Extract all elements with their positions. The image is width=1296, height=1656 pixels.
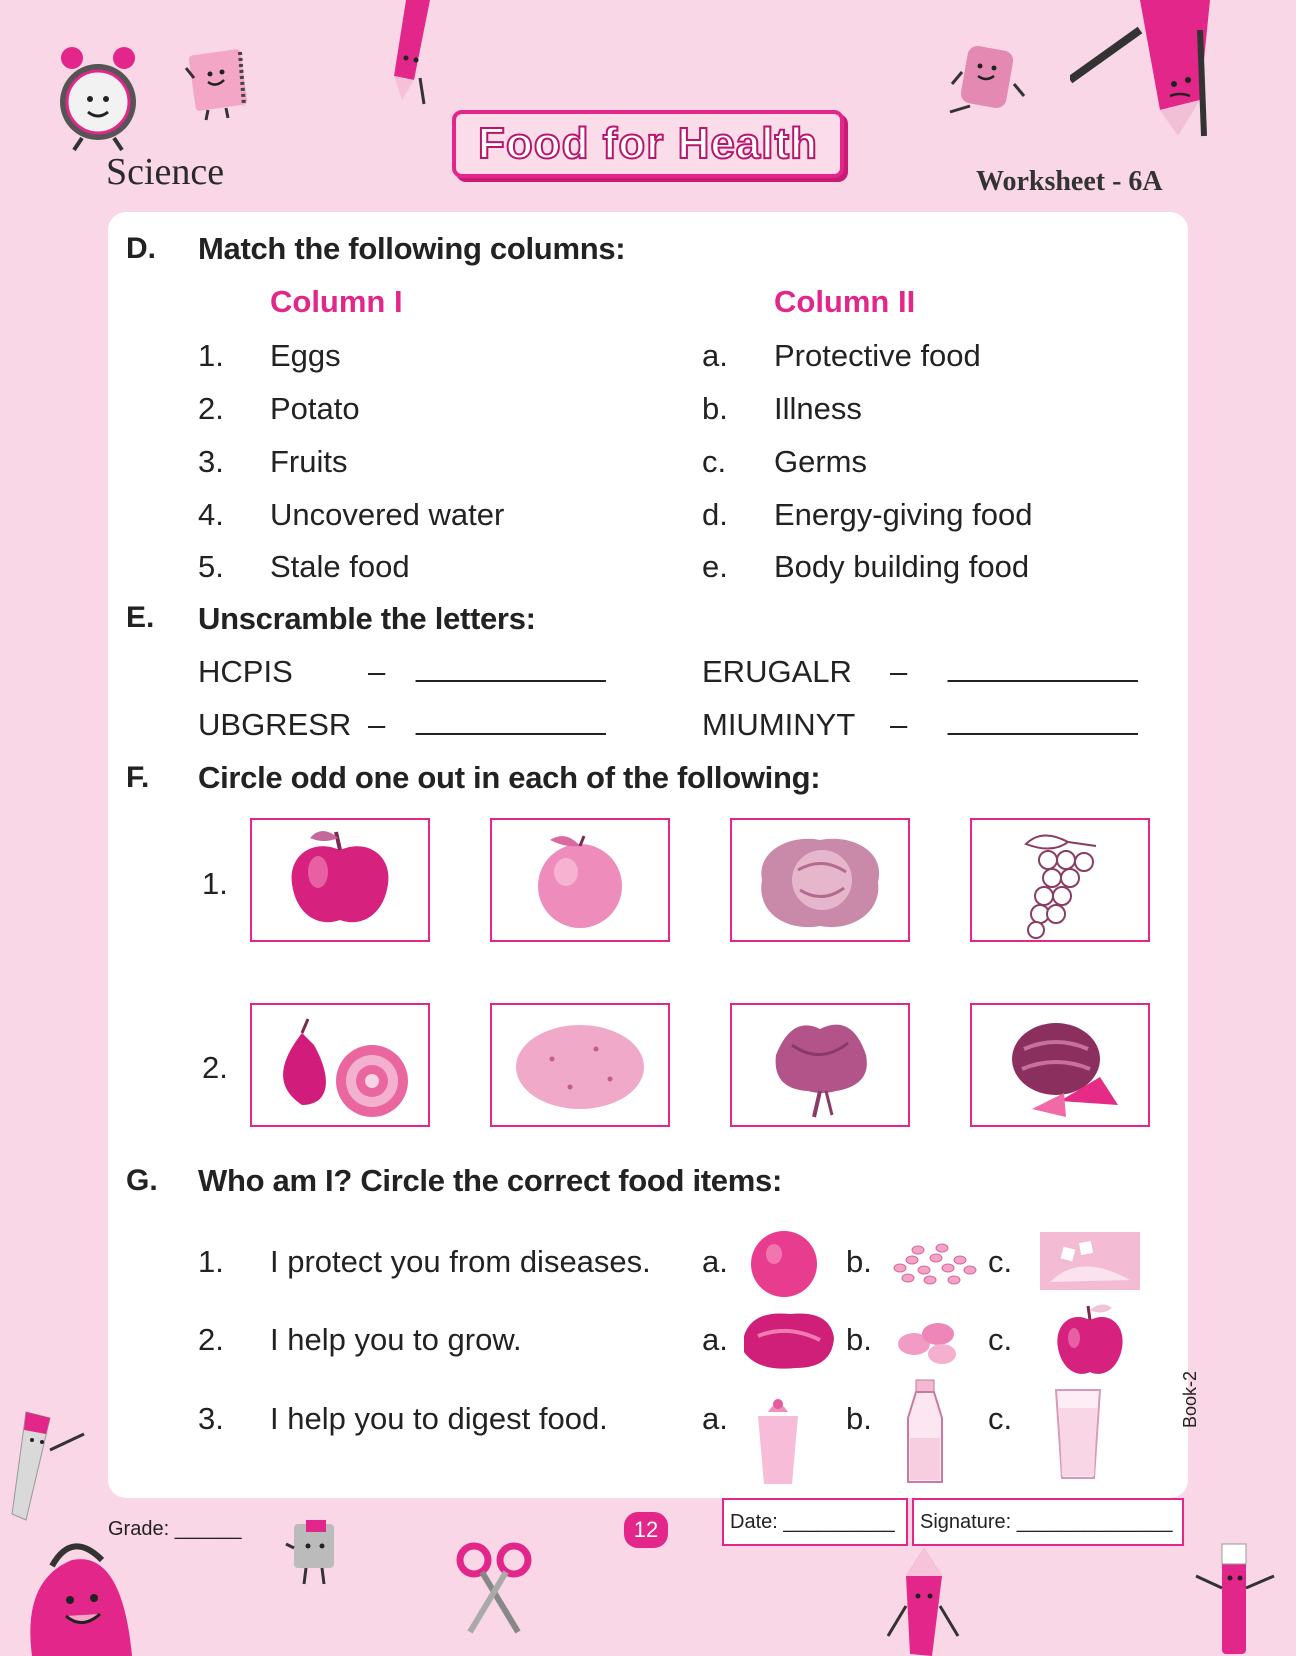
option-meat-icon[interactable] [738, 1306, 838, 1374]
eraser-character-icon [944, 44, 1030, 120]
match-option-letter: c. [702, 444, 727, 479]
dash: – [890, 707, 908, 742]
question-text: I protect you from diseases. [270, 1244, 651, 1279]
match-option-letter: b. [702, 391, 728, 426]
marker-character-icon [1190, 1536, 1280, 1656]
match-item: Uncovered water [270, 497, 505, 532]
notebook-character-icon [178, 46, 256, 122]
date-label: Date: __________ [730, 1510, 895, 1533]
option-grains-icon[interactable] [884, 1236, 984, 1288]
match-item: Potato [270, 391, 360, 426]
odd-option-spinach[interactable] [730, 1003, 910, 1127]
odd-row-number: 1. [202, 866, 228, 901]
question-text: I help you to grow. [270, 1322, 522, 1357]
section-g-title: Who am I? Circle the correct food items: [198, 1163, 782, 1198]
option-label-b: b. [846, 1322, 872, 1357]
worksheet-number: Worksheet - 6A [976, 166, 1163, 197]
apple-icon [252, 820, 428, 940]
onion-icon [252, 1005, 428, 1125]
option-label-b: b. [846, 1401, 872, 1436]
match-row-number: 1. [198, 338, 224, 373]
page-title: Food for Health [477, 119, 819, 168]
match-row-number: 5. [198, 549, 224, 584]
odd-option-apple[interactable] [250, 818, 430, 942]
option-label-c: c. [988, 1322, 1013, 1357]
option-label-a: a. [702, 1322, 728, 1357]
question-number: 3. [198, 1401, 224, 1436]
odd-option-grapes[interactable] [970, 818, 1150, 942]
match-option: Illness [774, 391, 862, 426]
section-f-title: Circle odd one out in each of the following: [198, 760, 821, 795]
section-g-letter: G. [126, 1164, 158, 1197]
scissors-icon [454, 1536, 534, 1636]
section-d-letter: D. [126, 232, 156, 265]
watermelon-icon [972, 1005, 1148, 1125]
signature-field[interactable] [912, 1498, 1184, 1546]
match-option: Body building food [774, 549, 1030, 584]
section-e-letter: E. [126, 601, 155, 634]
option-water-glass-icon[interactable] [1052, 1386, 1104, 1482]
match-option-letter: d. [702, 497, 728, 532]
answer-blank[interactable]: ___________ [948, 701, 1138, 736]
section-d-title: Match the following columns: [198, 231, 626, 266]
option-potatoes-icon[interactable] [892, 1312, 964, 1368]
alarm-clock-icon [52, 44, 148, 154]
odd-row-number: 2. [202, 1050, 228, 1085]
option-label-a: a. [702, 1244, 728, 1279]
question-number: 1. [198, 1244, 224, 1279]
grapes-icon [972, 820, 1148, 940]
subject-label: Science [106, 151, 225, 193]
scrambled-word: UBGRESR [198, 707, 352, 742]
match-row-number: 2. [198, 391, 224, 426]
scrambled-word: HCPIS [198, 654, 293, 689]
match-item: Eggs [270, 338, 341, 373]
match-row-number: 4. [198, 497, 224, 532]
match-row-number: 3. [198, 444, 224, 479]
section-e-title: Unscramble the letters: [198, 601, 536, 636]
question-number: 2. [198, 1322, 224, 1357]
question-text: I help you to digest food. [270, 1401, 608, 1436]
option-label-c: c. [988, 1401, 1013, 1436]
match-option: Protective food [774, 338, 981, 373]
answer-blank[interactable]: ___________ [416, 648, 606, 683]
match-item: Fruits [270, 444, 348, 479]
odd-option-cabbage[interactable] [730, 818, 910, 942]
book-label: Book-2 [1180, 1370, 1200, 1428]
date-field[interactable] [722, 1498, 908, 1546]
column-2-header: Column II [774, 284, 916, 319]
odd-option-onion[interactable] [250, 1003, 430, 1127]
dash: – [890, 654, 908, 689]
answer-blank[interactable]: ___________ [948, 648, 1138, 683]
grade-field[interactable]: Grade: ______ [108, 1518, 242, 1540]
option-label-c: c. [988, 1244, 1013, 1279]
scrambled-word: ERUGALR [702, 654, 852, 689]
match-option: Energy-giving food [774, 497, 1033, 532]
option-label-b: b. [846, 1244, 872, 1279]
match-item: Stale food [270, 549, 410, 584]
option-orange-icon[interactable] [748, 1228, 820, 1300]
potato-icon [492, 1005, 668, 1125]
column-1-header: Column I [270, 284, 403, 319]
page-number-badge: 12 [624, 1512, 668, 1548]
option-milkshake-icon[interactable] [752, 1396, 804, 1488]
match-option-letter: e. [702, 549, 728, 584]
option-sugar-icon[interactable] [1040, 1232, 1140, 1290]
cabbage-icon [732, 820, 908, 940]
signature-label: Signature: ______________ [920, 1510, 1173, 1533]
ruler-character-icon [6, 1410, 92, 1530]
pencil-character-icon [380, 0, 440, 110]
odd-option-potato[interactable] [490, 1003, 670, 1127]
pencil-character-bottom-icon [884, 1546, 964, 1656]
match-option-letter: a. [702, 338, 728, 373]
spinach-icon [732, 1005, 908, 1125]
odd-option-orange[interactable] [490, 818, 670, 942]
option-milk-bottle-icon[interactable] [902, 1378, 948, 1486]
odd-option-watermelon[interactable] [970, 1003, 1150, 1127]
sharpener-character-icon [284, 1518, 346, 1590]
dash: – [368, 707, 386, 742]
title-banner [452, 110, 844, 178]
option-label-a: a. [702, 1401, 728, 1436]
scrambled-word: MIUMINYT [702, 707, 856, 742]
dash: – [368, 654, 386, 689]
orange-icon [492, 820, 668, 940]
pencil-compass-icon [1070, 0, 1220, 140]
option-apple-icon[interactable] [1052, 1298, 1128, 1378]
section-f-letter: F. [126, 761, 150, 794]
match-option: Germs [774, 444, 867, 479]
answer-blank[interactable]: ___________ [416, 701, 606, 736]
